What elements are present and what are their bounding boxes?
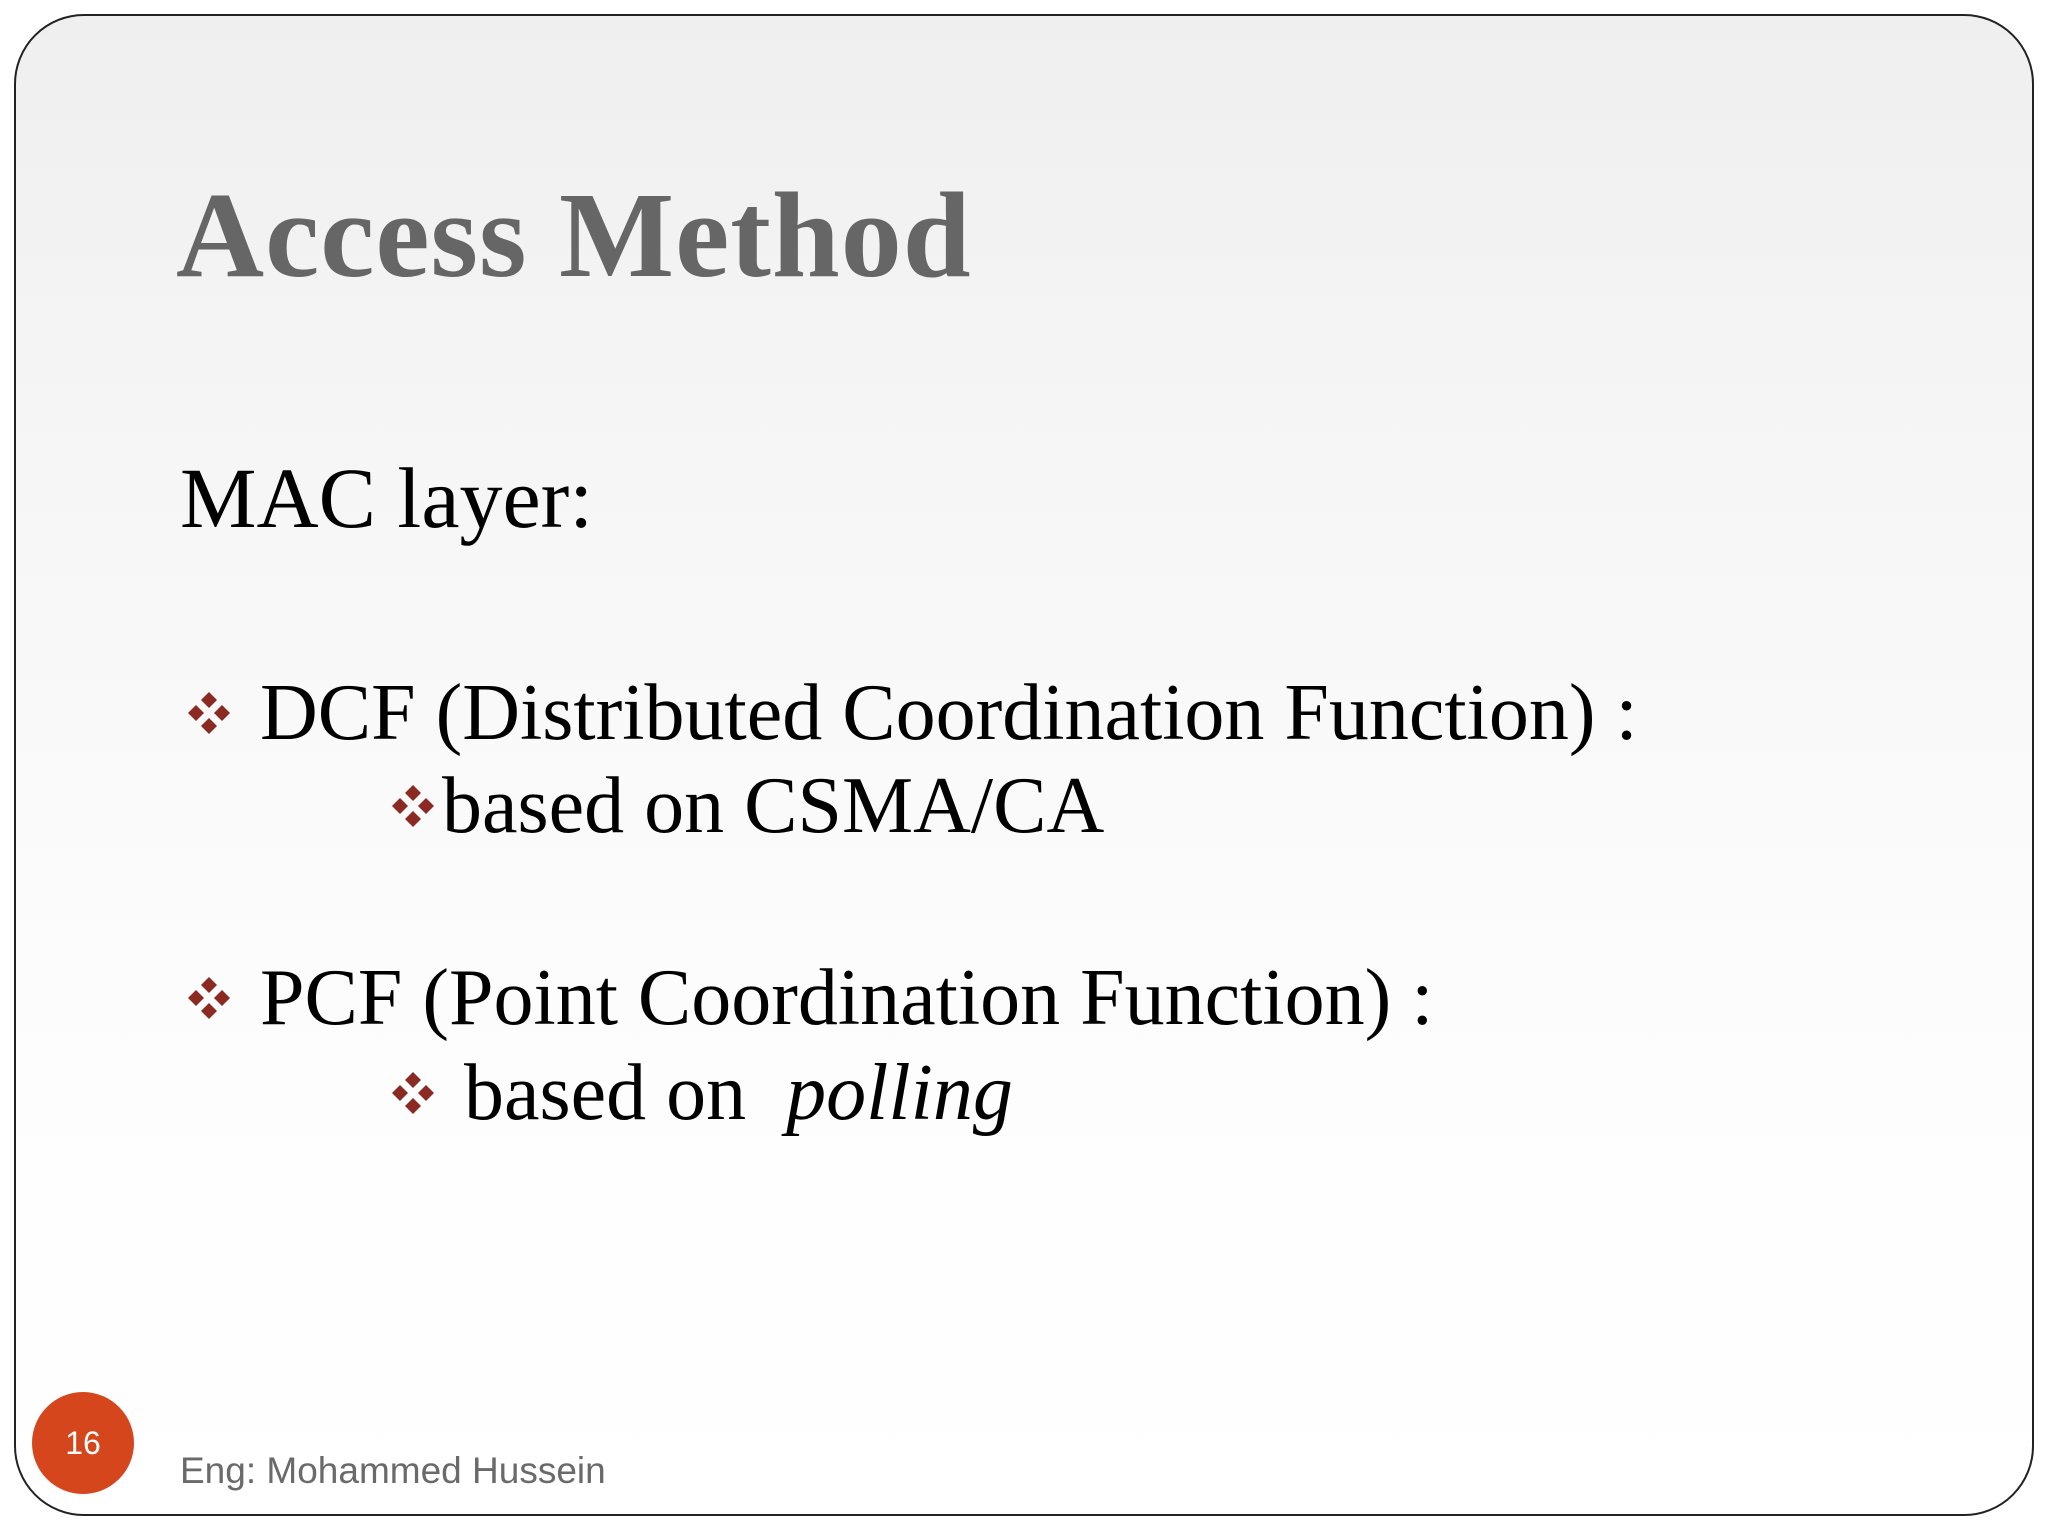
four-diamond-bullet-icon (390, 1070, 436, 1116)
bullet-label: PCF (Point Coordination Function) : (260, 954, 1434, 1042)
bullet-item-dcf (186, 669, 1638, 757)
sub-bullet-label: based on (464, 1049, 747, 1137)
footer-author: Eng: Mohammed Hussein (180, 1450, 606, 1491)
page-number-badge: 16 (32, 1392, 134, 1494)
four-diamond-bullet-icon (186, 690, 232, 736)
bullet-item-pcf (186, 954, 1434, 1042)
sub-bullet-emphasis: polling (786, 1049, 1013, 1137)
sub-bullet-label: based on CSMA/CA (442, 762, 1105, 850)
slide-title: Access Method (176, 168, 972, 303)
sub-bullet-item-pcf (390, 1049, 1013, 1137)
section-heading: MAC layer: (180, 450, 594, 546)
sub-bullet-item-dcf (390, 762, 1105, 850)
bullet-label: DCF (Distributed Coordination Function) : (260, 669, 1638, 757)
four-diamond-bullet-icon (186, 975, 232, 1021)
four-diamond-bullet-icon (390, 783, 436, 829)
